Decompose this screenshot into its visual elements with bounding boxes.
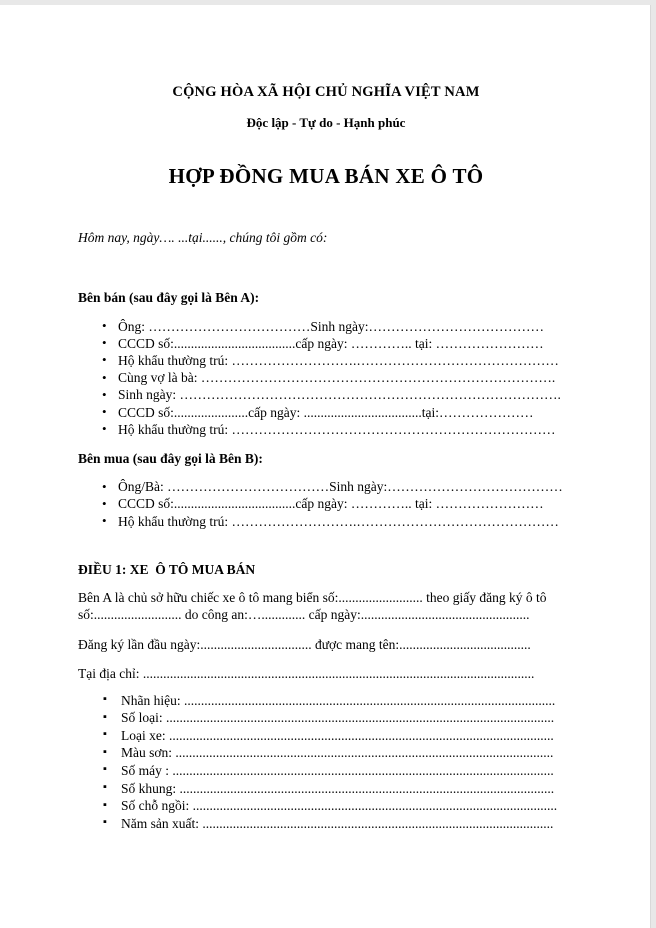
buyer-section-heading: Bên mua (sau đây gọi là Bên B): [78,450,263,466]
national-title: CỘNG HÒA XÃ HỘI CHỦ NGHĨA VIỆT NAM [172,84,480,100]
list-item: ▪ Loại xe: .................................................................................................................. [78,727,574,745]
list-item: • CCCD số:....................................cấp ngày: ………….. tại: …………………… [78,335,574,352]
list-item: • Ông: ………………………………Sinh ngày:………………………………… [78,318,574,335]
list-item: ▪ Số máy : ................................................................................................................. [78,762,574,780]
article-1-heading: ĐIỀU 1: XE Ô TÔ MUA BÁN [78,561,256,577]
list-item: • Hộ khẩu thường trú: ……………………………………………………………… [78,421,574,438]
list-item: • Ông/Bà: ………………………………Sinh ngày:………………………………… [78,478,574,495]
intro-line: Hôm nay, ngày…. ...tại......, chúng tôi gồm có: [78,230,328,246]
paragraph-line: Bên A là chủ sở hữu chiếc xe ô tô mang biển số:......................... theo giấy đăng ký ô tô [78,589,547,605]
seller-details-list [78,318,574,438]
list-item: ▪ Màu sơn: ................................................................................................................ [78,744,574,762]
list-item: ▪ Số loại: ................................................................................................................... [78,709,574,727]
list-item: ▪ Số chỗ ngồi: ............................................................................................................ [78,797,574,815]
national-motto: Độc lập - Tự do - Hạnh phúc [246,115,406,131]
article-1-paragraph-1 [78,589,574,624]
paragraph-line: số:.......................... do công an:…............. cấp ngày:.................................................. [78,607,530,623]
article-1-paragraph-2: Đăng ký lần đầu ngày:................................. được mang tên:....................................... [78,636,531,652]
list-item: • Sinh ngày: …………………………………………………………………………. [78,386,574,403]
vehicle-details-list [78,692,574,833]
list-item: • Hộ khẩu thường trú: ……………………….……………………………………… [78,513,574,530]
list-item: ▪ Số khung: ............................................................................................................... [78,780,574,798]
list-item: • Cùng vợ là bà: ……………………………………………………………………. [78,369,574,386]
page-content [78,5,574,832]
document-page [0,5,651,928]
document-title: HỢP ĐỒNG MUA BÁN XE Ô TÔ [168,163,484,188]
list-item: • Hộ khẩu thường trú: ……………………….……………………………………… [78,352,574,369]
list-item: • CCCD số:....................................cấp ngày: ………….. tại: …………………… [78,495,574,512]
article-1-paragraph-3: Tại địa chỉ: .................................................................................................................... [78,666,535,682]
seller-section-heading: Bên bán (sau đây gọi là Bên A): [78,290,260,306]
list-item: ▪ Năm sản xuất: ........................................................................................................ [78,815,574,833]
list-item: ▪ Nhãn hiệu: .............................................................................................................. [78,692,574,710]
list-item: • CCCD số:......................cấp ngày: ...................................tại:………………… [78,404,574,421]
buyer-details-list [78,478,574,530]
